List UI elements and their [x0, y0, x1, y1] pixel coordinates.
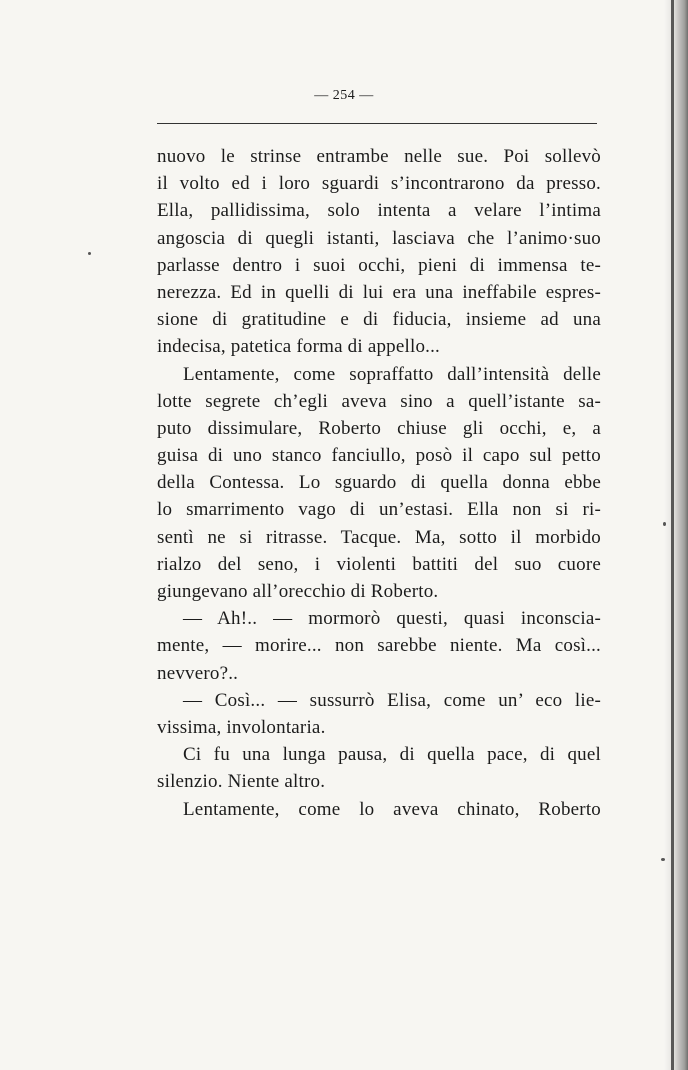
body-text	[157, 143, 601, 823]
text-line: Ella, pallidissima, solo intenta a velare l’intima	[157, 200, 601, 222]
text-line: — Ah!.. — mormorò questi, quasi inconscia-	[183, 608, 601, 630]
text-line: giungevano all’orecchio di Roberto.	[157, 581, 439, 602]
text-line: rialzo del seno, i violenti battiti del suo cuore	[157, 553, 601, 575]
text-line: indecisa, patetica forma di appello...	[157, 336, 440, 358]
paper-speck	[661, 858, 665, 861]
text-line: puto dissimulare, Roberto chiuse gli occhi, e, a	[157, 417, 601, 439]
text-line: della Contessa. Lo sguardo di quella donna ebbe	[157, 472, 601, 494]
text-line: Lentamente, come sopraffatto dall’intensità delle	[183, 363, 601, 385]
text-line: nerezza. Ed in quelli di lui era una ineffabile espres-	[157, 281, 601, 303]
page-edge-line	[671, 0, 674, 1070]
text-line: lotte segrete ch’egli aveva sino a quell’istante sa-	[157, 390, 601, 412]
text-line: parlasse dentro i suoi occhi, pieni di immensa te-	[157, 254, 601, 276]
text-line: nevvero?..	[157, 662, 239, 684]
text-line: Ci fu una lunga pausa, di quella pace, di quel	[183, 744, 601, 766]
text-line: Lentamente, come lo aveva chinato, Roberto	[183, 798, 601, 820]
text-line: guisa di uno stanco fanciullo, posò il capo sul petto	[157, 445, 601, 467]
text-line: silenzio. Niente altro.	[157, 771, 326, 793]
page-edge-shadow	[664, 0, 688, 1070]
text-line: vissima, involontaria.	[157, 716, 326, 738]
text-line: sentì ne si ritrasse. Tacque. Ma, sotto il morbido	[157, 526, 601, 548]
text-line: sione di gratitudine e di fiducia, insieme ad una	[157, 309, 601, 331]
text-line: nuovo le strinse entrambe nelle sue. Poi sollevò	[157, 146, 601, 167]
text-line: angoscia di quegli istanti, lasciava che l’animo·suo	[157, 227, 601, 249]
text-line: mente, — morire... non sarebbe niente. Ma così...	[157, 635, 601, 657]
header-rule	[157, 123, 597, 124]
page-number: — 254 —	[314, 88, 374, 103]
text-line: lo smarrimento vago di un’estasi. Ella non si ri-	[157, 499, 601, 521]
paper-speck	[88, 252, 91, 255]
text-line: — Così... — sussurrò Elisa, come un’ eco lie-	[183, 689, 601, 711]
paper-speck	[663, 522, 666, 526]
text-line: il volto ed i loro sguardi s’incontrarono da presso.	[157, 173, 601, 195]
